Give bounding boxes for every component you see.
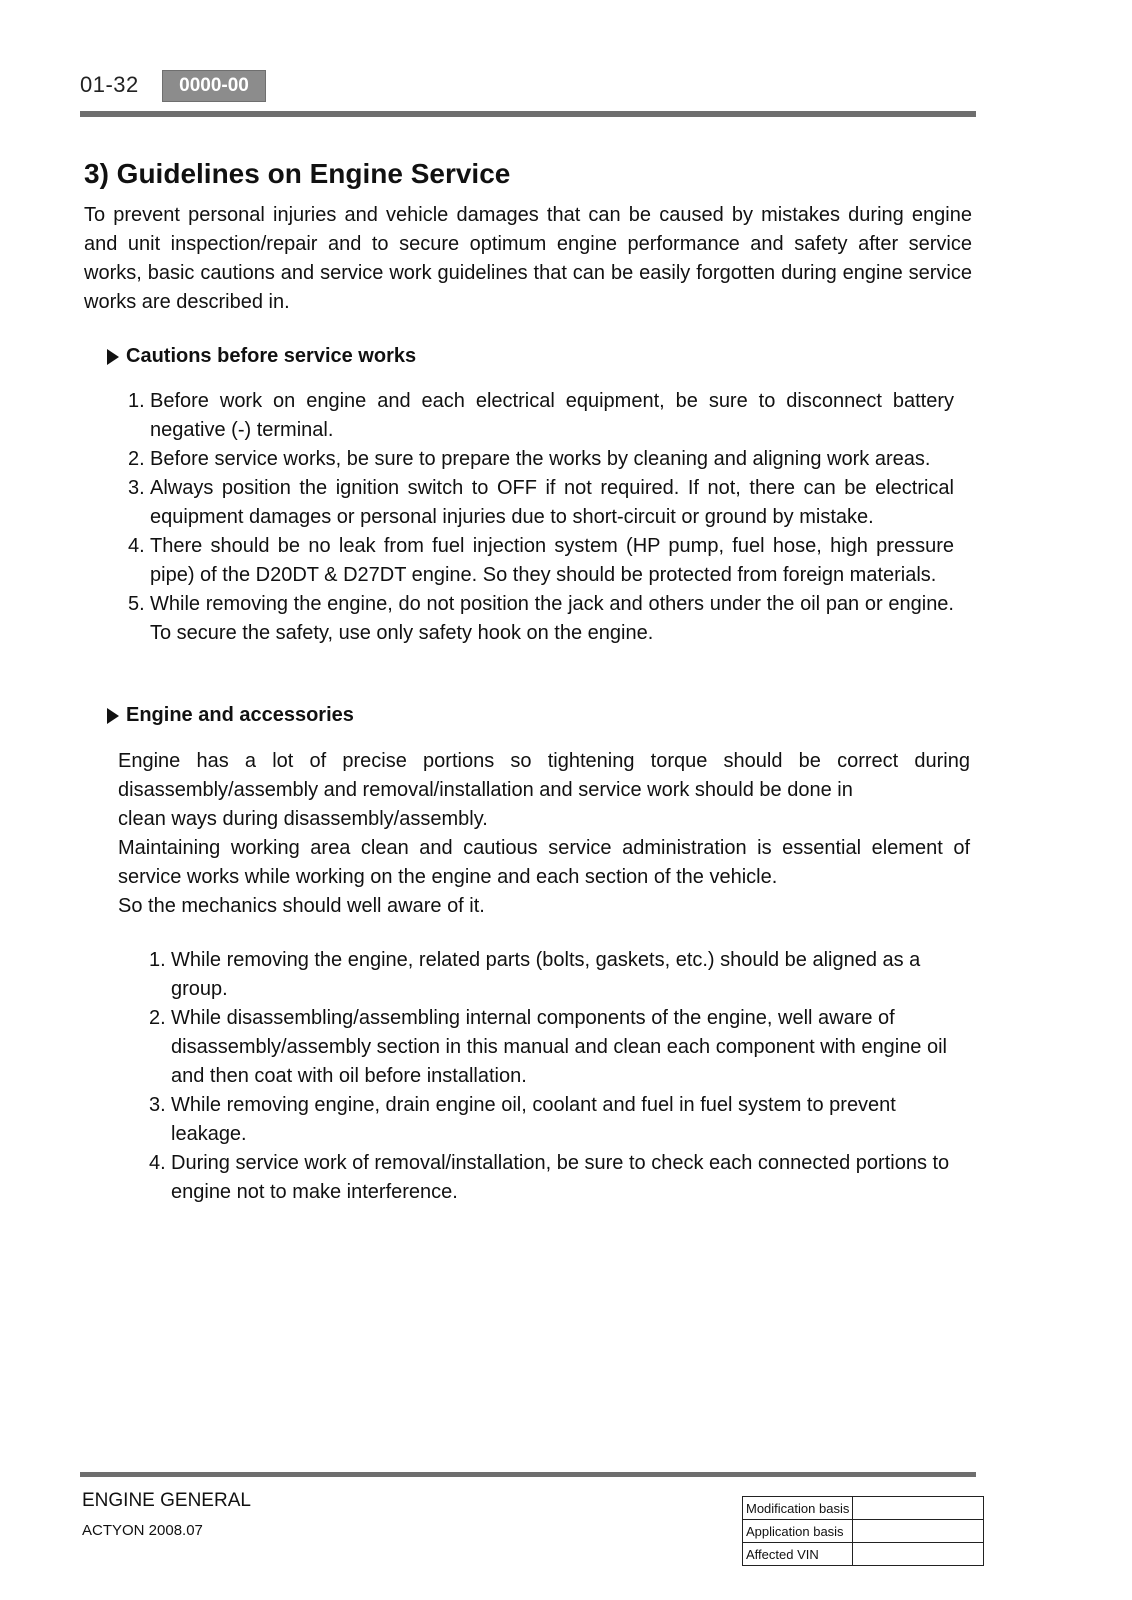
list-item [128, 474, 954, 532]
engine-accessories-paragraph [118, 747, 970, 921]
cautions-list [128, 387, 954, 648]
paragraph-line: clean ways during disassembly/assembly. [118, 808, 488, 830]
table-label: Modification basis [743, 1497, 853, 1520]
triangle-bullet-icon [107, 349, 119, 365]
paragraph-line: So the mechanics should well aware of it. [118, 895, 485, 917]
item-text: While removing the engine, related parts (bolts, gaskets, etc.) should be aligned as a group. [171, 949, 921, 1000]
table-value [853, 1543, 984, 1566]
table-label: Affected VIN [743, 1543, 853, 1566]
table-value [853, 1497, 984, 1520]
list-item [149, 1091, 975, 1149]
list-item [149, 946, 975, 1004]
item-text: Before service works, be sure to prepare the works by cleaning and aligning work areas. [150, 448, 931, 470]
item-number: 2. [149, 1007, 166, 1029]
engine-accessories-heading-label: Engine and accessories [126, 704, 354, 726]
item-text: While removing the engine, do not position the jack and others under the oil pan or engine. To secure the safety, use only safety hook on the engine. [150, 593, 954, 644]
modification-table [742, 1496, 984, 1566]
paragraph-line: Engine has a lot of precise portions so tightening torque should be correct during disassembly/assembly and removal/installation and service work should be done in [118, 750, 970, 801]
item-text: There should be no leak from fuel injection system (HP pump, fuel hose, high pressure pipe) of the D20DT & D27DT engine. So they should be protected from foreign materials. [150, 535, 954, 586]
list-item [149, 1004, 975, 1091]
list-item [128, 445, 954, 474]
item-text: While disassembling/assembling internal components of the engine, well aware of disassembly/assembly section in this manual and clean each component with engine oil and then coat with oil before installation. [171, 1007, 947, 1087]
item-number: 5. [128, 593, 145, 615]
table-value [853, 1520, 984, 1543]
item-text: During service work of removal/installation, be sure to check each connected portions to engine not to make interference. [171, 1152, 950, 1203]
engine-accessories-heading [107, 704, 354, 727]
item-number: 4. [128, 535, 145, 557]
item-text: Before work on engine and each electrical equipment, be sure to disconnect battery negative (-) terminal. [150, 390, 954, 441]
list-item [128, 590, 954, 648]
table-row [743, 1520, 984, 1543]
list-item [149, 1149, 975, 1207]
item-number: 3. [128, 477, 145, 499]
item-number: 3. [149, 1094, 166, 1116]
header-divider [80, 111, 976, 117]
page-number: 01-32 [80, 72, 139, 97]
section-code-badge: 0000-00 [162, 70, 266, 102]
item-text: Always position the ignition switch to OFF if not required. If not, there can be electrical equipment damages or personal injuries due to short-circuit or ground by mistake. [150, 477, 954, 528]
paragraph-line: Maintaining working area clean and cautious service administration is essential element of service works while working on the engine and each section of the vehicle. [118, 837, 970, 888]
item-text: While removing engine, drain engine oil, coolant and fuel in fuel system to prevent leakage. [171, 1094, 896, 1145]
list-item [128, 532, 954, 590]
engine-accessories-list [149, 946, 975, 1207]
cautions-heading [107, 345, 416, 368]
footer-divider [80, 1472, 976, 1477]
item-number: 4. [149, 1152, 166, 1174]
intro-paragraph: To prevent personal injuries and vehicle damages that can be caused by mistakes during engine and unit inspection/repair and to secure optimum engine performance and safety after service works, basic cautions and service work guidelines that can be easily forgotten during engine service works are described in. [84, 204, 972, 313]
page-title: 3) Guidelines on Engine Service [84, 158, 511, 189]
cautions-heading-label: Cautions before service works [126, 345, 417, 367]
item-number: 1. [128, 390, 145, 412]
table-row [743, 1497, 984, 1520]
table-label: Application basis [743, 1520, 853, 1543]
item-number: 1. [149, 949, 166, 971]
item-number: 2. [128, 448, 145, 470]
page-header [80, 68, 976, 120]
table-row [743, 1543, 984, 1566]
list-item [128, 387, 954, 445]
triangle-bullet-icon [107, 708, 119, 724]
footer-section-name: ENGINE GENERAL [82, 1490, 251, 1511]
footer-edition: ACTYON 2008.07 [82, 1522, 203, 1539]
